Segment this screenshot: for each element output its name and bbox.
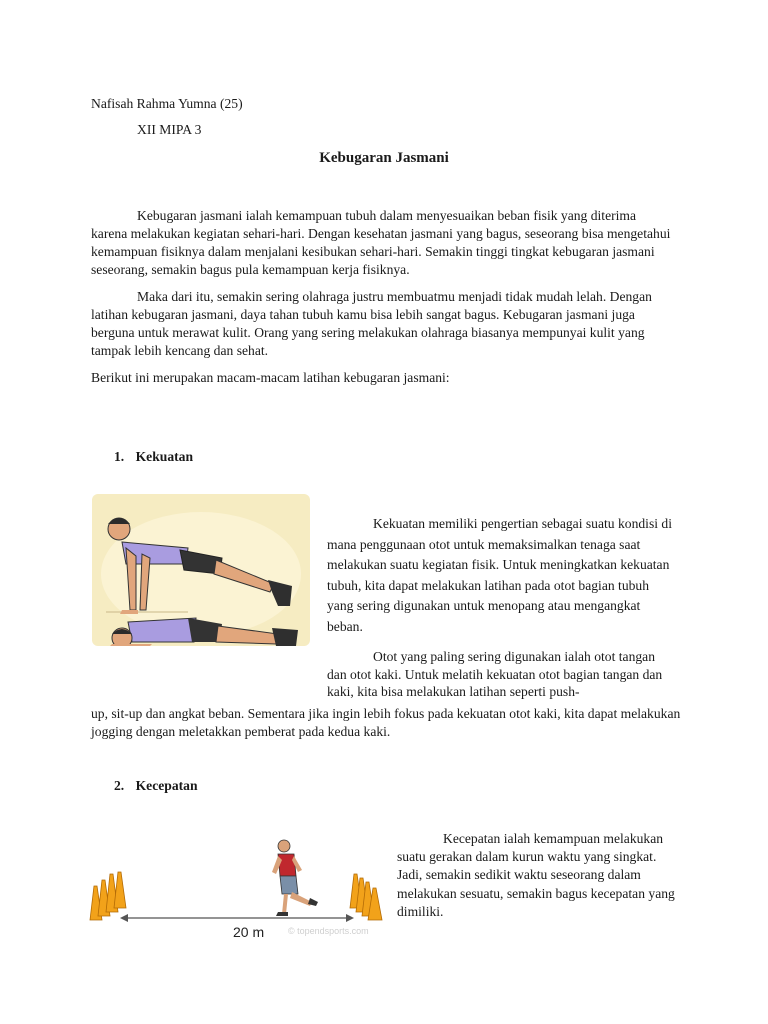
section-1-paragraph-1: Kekuatan memiliki pengertian sebagai suatu kondisi di mana penggunaan otot untuk memaksimalkan tenaga saat melakukan suatu kegiatan fisik. Untuk meningkatkan kekuatan tubuh, kita dapat melakukan latihan pada otot bagian tubuh yang sering digunakan untuk menopang atau mengangkat beban.: [327, 516, 672, 634]
page-title: Kebugaran Jasmani: [319, 150, 449, 166]
section-2-title: Kecepatan: [135, 778, 198, 793]
section-1-number: 1.: [114, 449, 125, 464]
intro-block: [91, 207, 671, 387]
intro-paragraph-2: Maka dari itu, semakin sering olahraga justru membuatmu menjadi tidak mudah lelah. Dengan latihan kebugaran jasmani, daya tahan tubuh kamu bisa lebih sangat bagus. Kebugaran jasmani juga berguna untuk merawat kulit. Orang yang sering melakukan olahraga biasanya mempunyai kulit yang tampak lebih kencang dan sehat.: [91, 289, 652, 358]
author-name: Nafisah Rahma Yumna (25): [91, 96, 243, 111]
class-label: XII MIPA 3: [137, 122, 202, 137]
intro-paragraph-3: Berikut ini merupakan macam-macam latihan kebugaran jasmani:: [91, 370, 450, 385]
sprint-illustration: [88, 836, 388, 946]
distance-label: 20 m: [233, 924, 265, 940]
intro-paragraph-1: Kebugaran jasmani ialah kemampuan tubuh dalam menyesuaikan beban fisik yang diterima karena melakukan kegiatan sehari-hari. Dengan kesehatan jasmani yang bagus, seseorang bisa mengetahui kemampuan fisiknya dalam menjalani kesibukan sehari-hari. Semakin tinggi tingkat kebugaran jasmani seseorang, semakin bagus pula kemampuan kerja fisiknya.: [91, 208, 671, 277]
section-2-paragraph-1: Kecepatan ialah kemampuan melakukan suatu gerakan dalam kurun waktu yang singkat. Jadi, semakin sedikit waktu seseorang dalam melakukan sesuatu, semakin bagus kecepatan yang dimiliki.: [397, 831, 675, 919]
section-1-paragraph-2-side: Otot yang paling sering digunakan ialah otot tangan dan otot kaki. Untuk melatih kekuatan otot bagian tangan dan kaki, kita bisa melakukan latihan seperti push-: [327, 649, 663, 699]
section-1-side-text: [327, 514, 677, 701]
pushup-illustration: [92, 494, 310, 646]
section-1-paragraph-2-full: up, sit-up dan angkat beban. Sementara jika ingin lebih fokus pada kekuatan otot kaki, kita dapat melakukan jogging dengan meletakkan pemberat pada kedua kaki.: [91, 706, 681, 739]
section-1-heading: [114, 448, 193, 466]
section-1-title: Kekuatan: [135, 449, 194, 464]
watermark: © topendsports.com: [288, 926, 369, 936]
section-2-number: 2.: [114, 778, 125, 793]
section-2-heading: [114, 777, 198, 795]
